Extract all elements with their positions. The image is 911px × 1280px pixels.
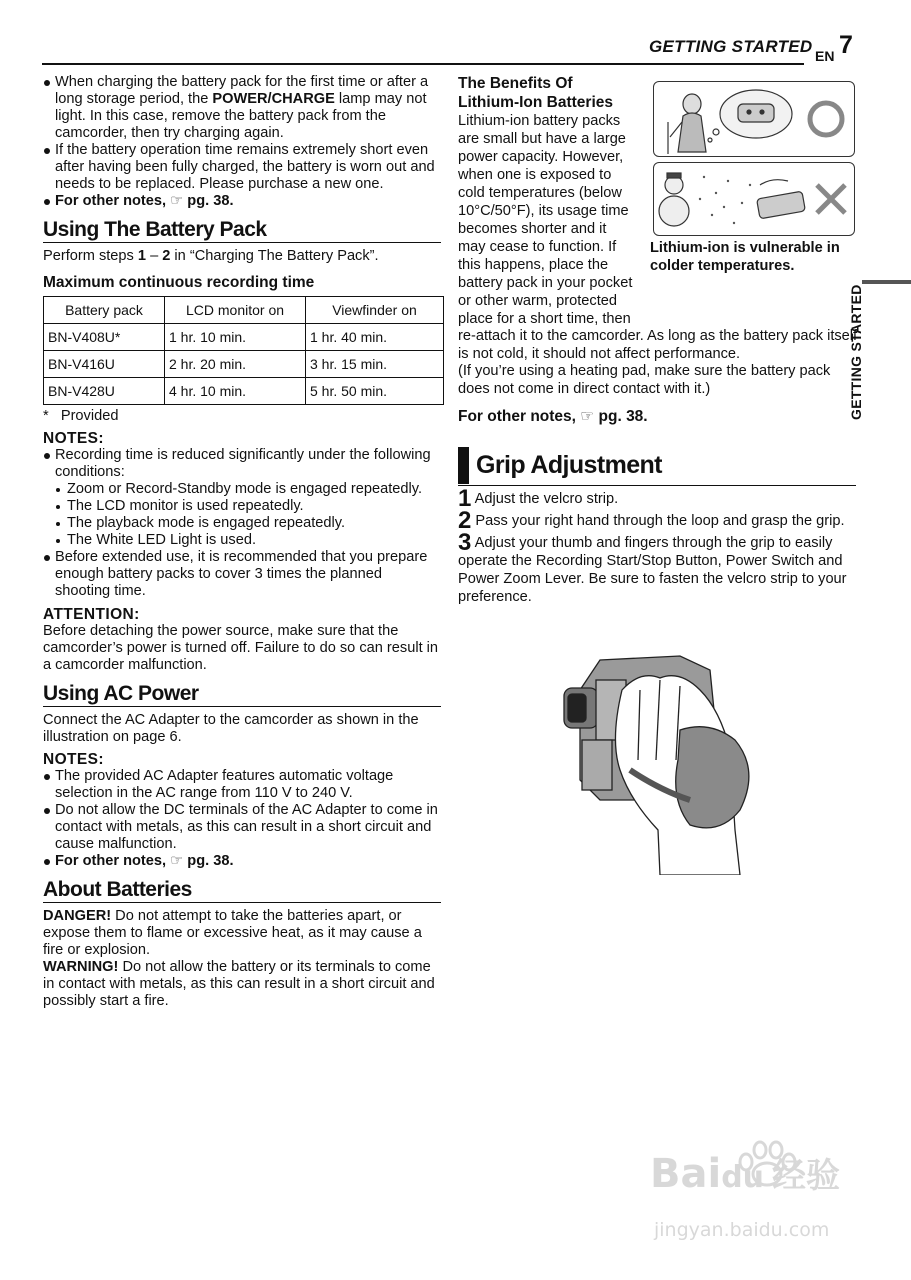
attention-text: Before detaching the power source, make sure that the camcorder’s power is turned off. Failure to do so can result in a camcorder malfunction. bbox=[43, 623, 439, 673]
section-heading-ac-power: Using AC Power bbox=[43, 682, 199, 705]
table-cell: 1 hr. 40 min. bbox=[306, 324, 444, 351]
column-header: LCD monitor on bbox=[165, 297, 306, 324]
danger-text: DANGER! Do not attempt to take the batteries apart, or expose them to flame or excessive heat, as it may cause a fire or explosion. bbox=[43, 908, 422, 958]
attention-heading: ATTENTION: bbox=[43, 606, 140, 623]
benefits-title: The Benefits Of Lithium-Ion Batteries bbox=[458, 75, 614, 111]
list-item: If the battery operation time remains extremely short even after having been fully charged, the battery is worn out and needs to be replaced. Please purchase a new one. bbox=[43, 142, 441, 193]
recording-time-table bbox=[43, 296, 444, 405]
grip-heading-bar bbox=[458, 447, 469, 484]
section-heading-battery-pack: Using The Battery Pack bbox=[43, 218, 267, 241]
table-cell: BN-V428U bbox=[44, 378, 165, 405]
table-cell: 5 hr. 50 min. bbox=[306, 378, 444, 405]
sub-list-item: The LCD monitor is used repeatedly. bbox=[43, 498, 441, 515]
camcorder-grip-illustration bbox=[560, 650, 770, 875]
table-header-row bbox=[44, 297, 444, 324]
list-item: Do not allow the DC terminals of the AC Adapter to come in contact with metals, as this can result in a short circuit and cause malfunction. bbox=[43, 802, 441, 853]
pointing-hand-icon: ☞ bbox=[170, 193, 184, 209]
heading-rule bbox=[458, 485, 856, 486]
benefits-wide-text: re-attach it to the camcorder. As long as the battery pack itself is not cold, it should not affect performance. (If you’re using a heating pad, make sure the battery pack does not come in direct contact with it.) bbox=[458, 328, 858, 397]
list-item: Before extended use, it is recommended that you prepare enough battery packs to cover 3 times the planned shooting time. bbox=[43, 549, 441, 600]
table-cell: BN-V408U* bbox=[44, 324, 165, 351]
heading-rule bbox=[43, 706, 441, 707]
table-cell: BN-V416U bbox=[44, 351, 165, 378]
pointing-hand-icon: ☞ bbox=[170, 853, 184, 869]
column-header: Viewfinder on bbox=[306, 297, 444, 324]
sub-list-item: The playback mode is engaged repeatedly. bbox=[43, 515, 441, 532]
grip-steps bbox=[458, 485, 856, 606]
warm-battery-svg bbox=[654, 82, 854, 156]
table-row bbox=[44, 351, 444, 378]
table-cell: 3 hr. 15 min. bbox=[306, 351, 444, 378]
running-header-section: GETTING STARTED bbox=[649, 37, 813, 56]
perform-steps-text: Perform steps 1 – 2 in “Charging The Battery Pack”. bbox=[43, 248, 379, 264]
other-notes-link[interactable]: For other notes, ☞ pg. 38. bbox=[43, 193, 441, 210]
page-number: 7 bbox=[839, 31, 853, 59]
ac-power-text: Connect the AC Adapter to the camcorder as shown in the illustration on page 6. bbox=[43, 712, 419, 745]
table-row bbox=[44, 378, 444, 405]
cold-battery-figure bbox=[757, 180, 806, 219]
list-item: Recording time is reduced significantly under the following conditions: bbox=[43, 447, 441, 481]
header-rule bbox=[42, 63, 804, 65]
sub-list-item: The White LED Light is used. bbox=[43, 532, 441, 549]
table-footnote: * Provided bbox=[43, 408, 119, 424]
cold-battery-illustration bbox=[653, 162, 855, 236]
left-column bbox=[43, 74, 441, 1010]
warning-text: WARNING! Do not allow the battery or its terminals to come in contact with metals, as this can result in a short circuit and possibly start a fire. bbox=[43, 959, 435, 1009]
person-figure bbox=[668, 94, 706, 154]
table-row bbox=[44, 324, 444, 351]
grip-step: 1 Adjust the velcro strip. bbox=[458, 485, 619, 512]
snowflakes bbox=[699, 176, 751, 224]
table-cell: 4 hr. 10 min. bbox=[165, 378, 306, 405]
warm-battery-illustration bbox=[653, 81, 855, 157]
other-notes-link[interactable]: For other notes, ☞ pg. 38. bbox=[43, 853, 441, 870]
ok-circle-icon bbox=[810, 103, 842, 135]
heading-rule bbox=[43, 242, 441, 243]
intro-bullets bbox=[43, 74, 441, 210]
grip-step: 3 Adjust your thumb and fingers through the grip to easily operate the Recording Start/Stop Button, Power Switch and Power Zoom Lever. Be sure to fasten the velcro strip to your preference. bbox=[458, 529, 847, 605]
sub-list-item: Zoom or Record-Standby mode is engaged repeatedly. bbox=[43, 481, 441, 498]
thought-bubble bbox=[708, 90, 792, 142]
table-cell: 1 hr. 10 min. bbox=[165, 324, 306, 351]
other-notes-link[interactable]: For other notes, ☞ pg. 38. bbox=[458, 408, 648, 425]
notes-heading: NOTES: bbox=[43, 751, 104, 768]
side-tab-bar bbox=[862, 280, 911, 284]
list-item: The provided AC Adapter features automatic voltage selection in the AC range from 110 V to 240 V. bbox=[43, 768, 441, 802]
fail-cross-icon bbox=[817, 185, 845, 213]
table-cell: 2 hr. 20 min. bbox=[165, 351, 306, 378]
list-item: When charging the battery pack for the first time or after a long storage period, the POWER/CHARGE lamp may not light. In this case, remove the battery pack from the camcorder, then try charging again. bbox=[43, 74, 441, 142]
heading-rule bbox=[43, 902, 441, 903]
language-code: EN bbox=[815, 48, 835, 64]
section-heading-grip: Grip Adjustment bbox=[476, 451, 662, 479]
camcorder-grip-svg bbox=[560, 650, 770, 875]
notes-heading: NOTES: bbox=[43, 430, 104, 447]
benefits-narrow-text: Lithium-ion battery packs are small but have a large power capacity. However, when one is exposed to cold temperatures (below 10°C/50°F), its usage time becomes shorter and it may cease to function. If this happens, place the battery pack in your pocket or other warm, protected place for a short time, then bbox=[458, 113, 633, 327]
snowman-figure bbox=[659, 173, 689, 226]
pointing-hand-icon: ☞ bbox=[580, 408, 595, 425]
side-tab-label: GETTING STARTED bbox=[848, 284, 864, 420]
section-heading-about-batteries: About Batteries bbox=[43, 878, 192, 901]
cold-battery-svg bbox=[654, 163, 854, 235]
table-title: Maximum continuous recording time bbox=[43, 274, 315, 291]
watermark-logo: Baidu 经验 jingyan.baidu.com bbox=[650, 1140, 870, 1260]
grip-step: 2 Pass your right hand through the loop and grasp the grip. bbox=[458, 507, 845, 534]
column-header: Battery pack bbox=[44, 297, 165, 324]
figure-caption: Lithium-ion is vulnerable in colder temperatures. bbox=[650, 240, 840, 274]
